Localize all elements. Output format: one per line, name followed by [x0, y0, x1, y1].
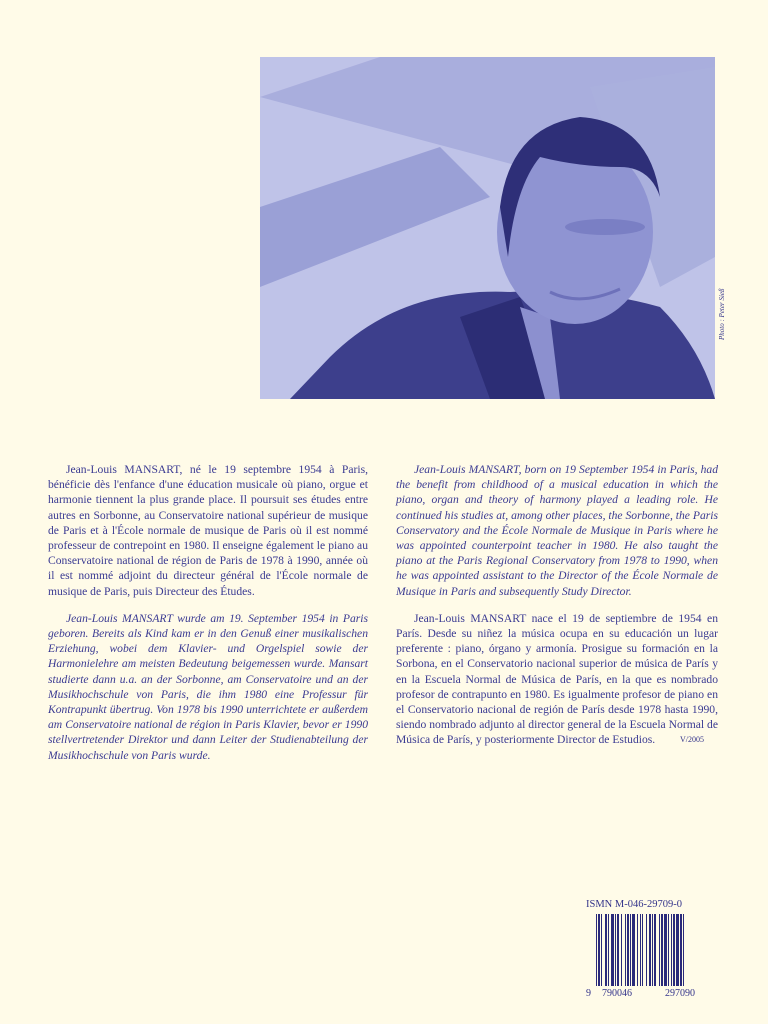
ismn-number: ISMN M-046-29709-0 — [586, 899, 682, 910]
photo-credit: Photo : Peter Sieß — [718, 288, 726, 340]
version-code: V/2005 — [680, 735, 704, 744]
barcode-digit-prefix: 9 — [586, 988, 591, 999]
right-column — [396, 462, 718, 760]
portrait-image — [260, 57, 715, 399]
bio-spanish: Jean-Louis MANSART nace el 19 de septiembre de 1954 en París. Desde su niñez la música ocupa en su educación un lugar preferente : piano, órgano y armonía. Prosigue su formación en la Sorbona, en el Conservatorio nacional superior de música de París y en la Escuela Normal de Música de París, en la que es nombrado profesor de contrapunto en 1980. Es igualmente profesor de piano en el Conservatorio nacional de región de París desde 1978 hasta 1990, siendo nombrado adjunto al director general de la Escuela Normal de Música de París, y posteriormente Director de Estudios. — [396, 611, 718, 747]
barcode-digits-right: 297090 — [665, 988, 695, 999]
author-photo — [260, 57, 715, 399]
barcode-bars — [586, 914, 724, 986]
barcode-digits-left: 790046 — [602, 988, 632, 999]
left-column — [48, 462, 368, 775]
bio-english: Jean-Louis MANSART, born on 19 September 1954 in Paris, had the benefit from childhood of a musical education in which the piano, organ and theory of harmony played a leading role. He continued his studies at, among other places, the Sorbonne, the Paris Conservatory and the École Normale de Musique in Paris where he was appointed counterpoint teacher in 1980. He also taught the piano at the Paris Regional Conservatory from 1978 to 1990, when he was appointed assistant to the Director of the École Normale de Musique in Paris and subsequently Study Director. — [396, 463, 718, 598]
bio-german: Jean-Louis MANSART wurde am 19. September 1954 in Paris geboren. Bereits als Kind kam er in den Genuß einer musikalischen Erziehung, wobei dem Klavier- und Orgelspiel sowie der Harmonielehre am meisten Bedeutung beigemessen wurde. Mansart studierte dann u.a. an der Sorbonne, am Conservatoire und an der Musikhochschule von Paris, die ihm 1980 eine Professur für Kontrapunkt übertrug. Von 1978 bis 1990 unterrichtete er außerdem am Conservatoire national de région in Paris Klavier, bevor er 1990 stellvertretender Direktor und dann Leiter der Studienabteilung der Musikhochschule von Paris wurde. — [48, 611, 368, 762]
bio-french: Jean-Louis MANSART, né le 19 septembre 1954 à Paris, bénéficie dès l'enfance d'une éducation musicale où piano, orgue et harmonie tiennent la plus grande place. Il poursuit ses études entre autres en Sorbonne, au Conservatoire national supérieur de musique de Paris et à l'École normale de musique de Paris où il est nommé professeur de contrepoint en 1980. Il enseigne également le piano au Conservatoire national de région de Paris de 1978 à 1990, année où il est nommé adjoint du directeur général de l'École normale de musique de Paris, puis Directeur des Études. — [48, 463, 368, 598]
